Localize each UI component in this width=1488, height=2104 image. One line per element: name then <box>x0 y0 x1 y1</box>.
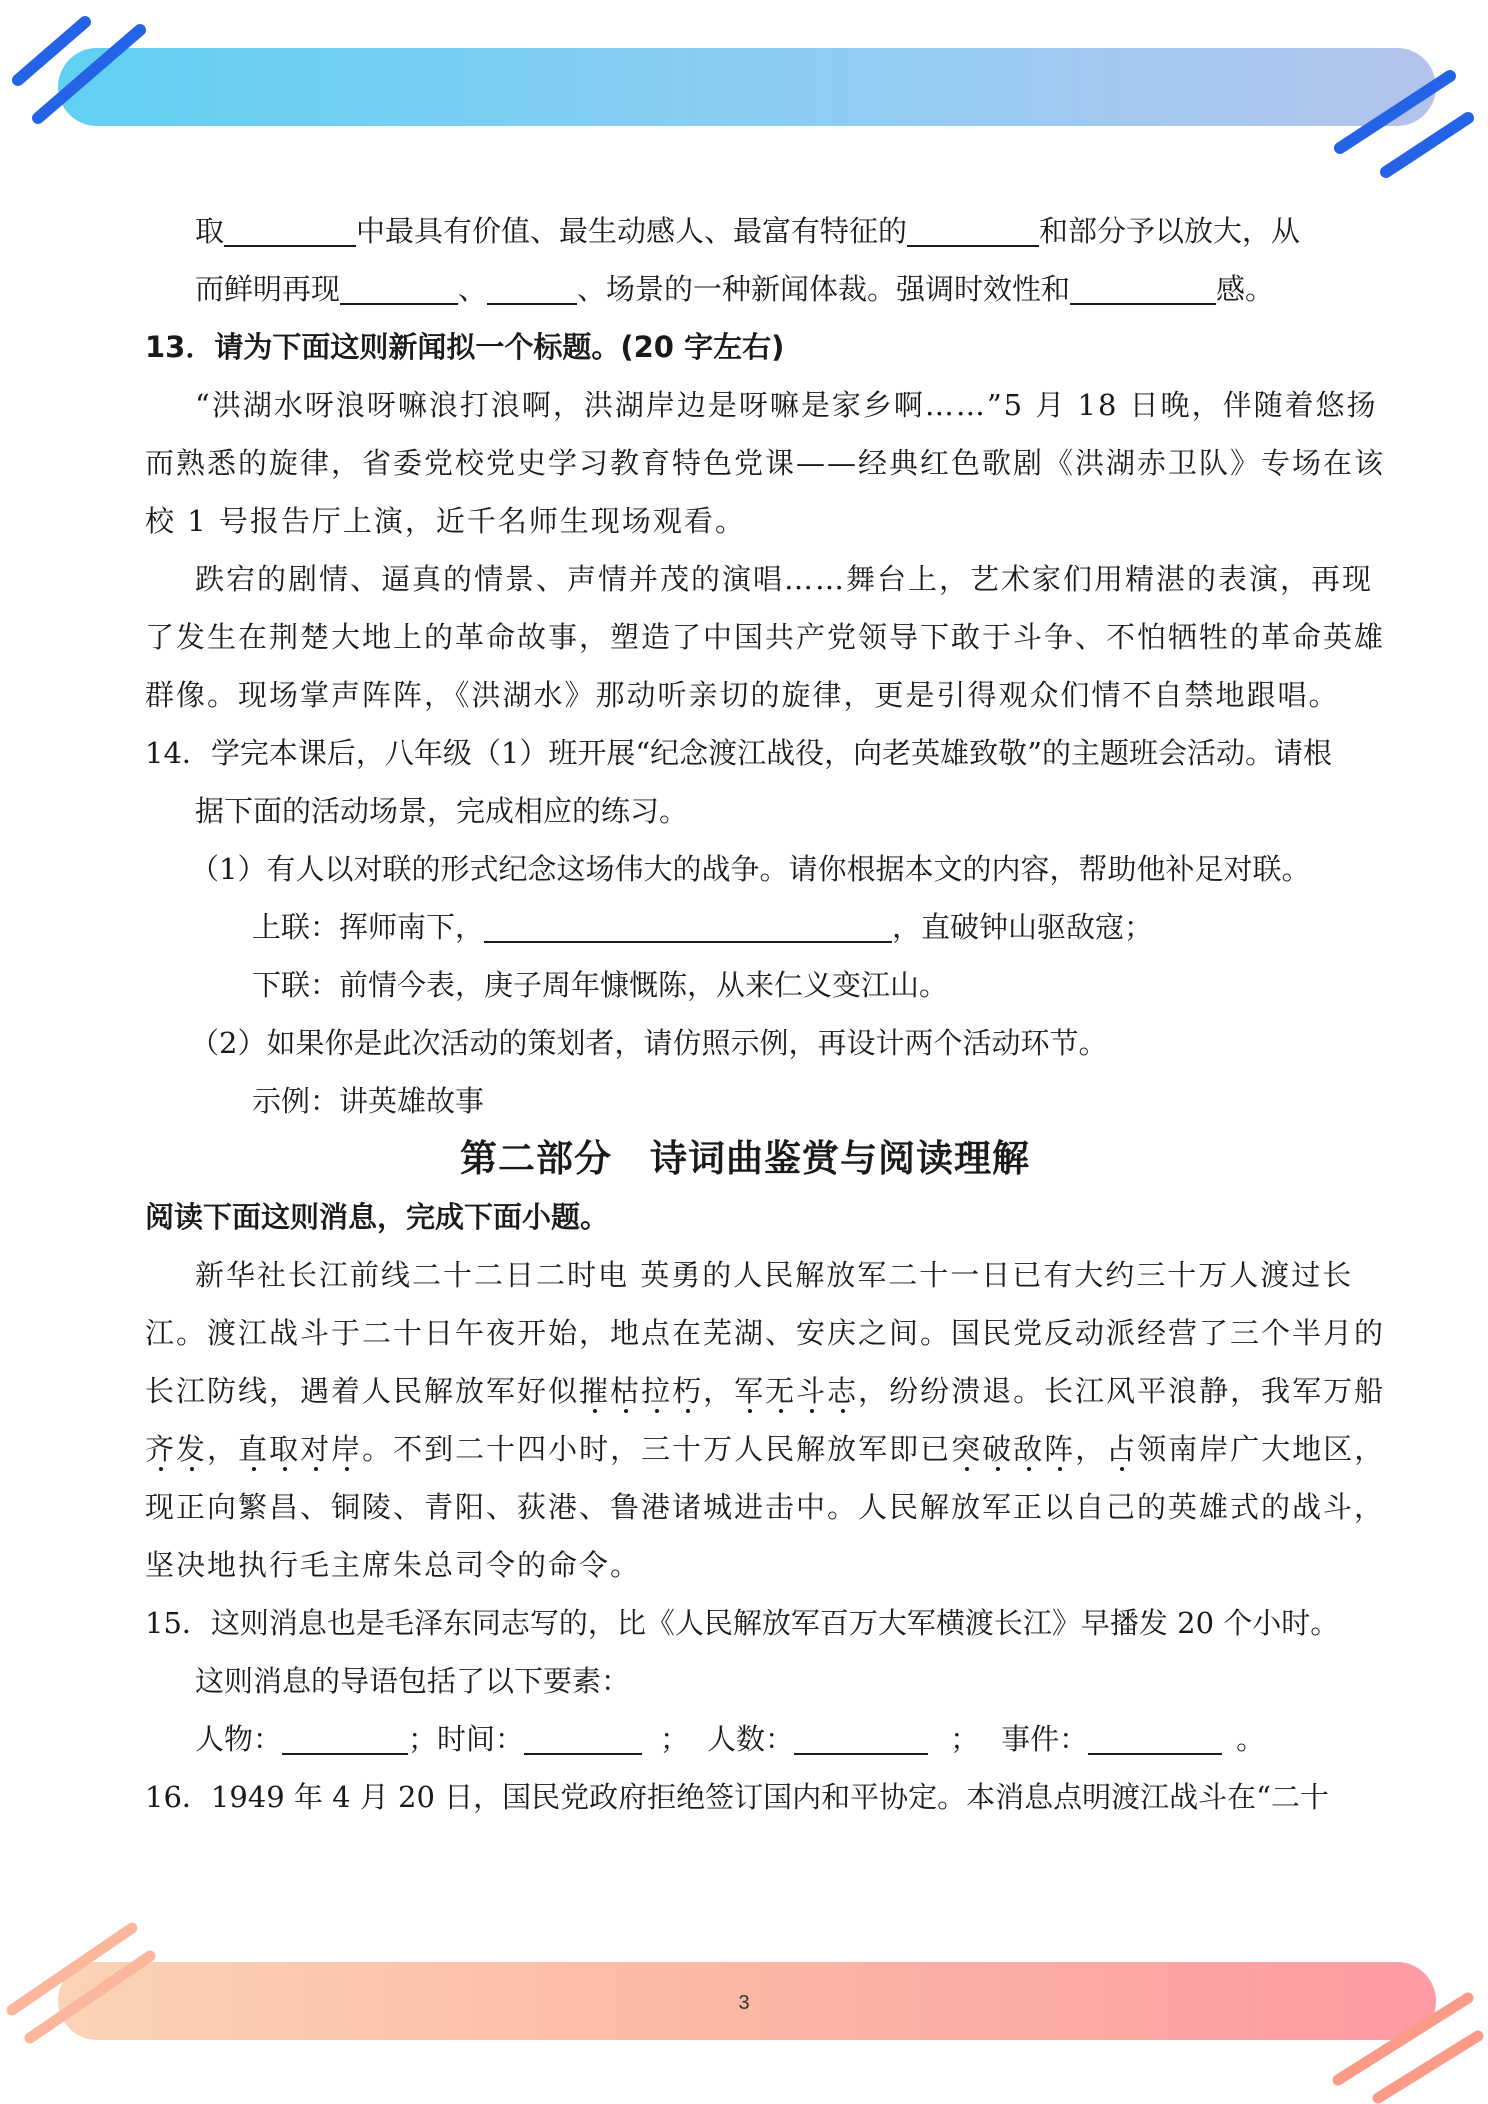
emphasis-char: 直 <box>238 1432 270 1466</box>
event-blank[interactable] <box>1088 1723 1222 1755</box>
text: ； <box>660 1722 690 1756</box>
emphasis-char: 军 <box>734 1374 766 1408</box>
news-line <box>145 1362 1386 1420</box>
news-line <box>145 1420 1386 1478</box>
q13-passage-line: “洪湖水呀浪呀嘛浪打浪啊，洪湖岸边是呀嘛是家乡啊……”5 月 18 日晚，伴随着悠扬 <box>195 388 1378 422</box>
emphasis-char: 破 <box>982 1432 1014 1466</box>
q14-sub2: （2）如果你是此次活动的策划者，请仿照示例，再设计两个活动环节。 <box>190 1026 1108 1060</box>
q13-stem: 13．请为下面这则新闻拟一个标题。(20 字左右) <box>145 330 785 364</box>
emphasis-char: 无 <box>765 1374 797 1408</box>
text: 和部分予以放大，从 <box>1039 214 1301 248</box>
text: ； <box>950 1722 980 1756</box>
q13-passage-line: 校 1 号报告厅上演，近千名师生现场观看。 <box>145 504 746 538</box>
text: 长江防线，遇着人民解放军好似 <box>145 1374 580 1408</box>
emphasized-phrase <box>1106 1432 1137 1466</box>
news-line: 江。渡江战斗于二十日午夜开始，地点在芜湖、安庆之间。国民党反动派经营了三个半月的 <box>145 1316 1386 1350</box>
emphasis-char: 斗 <box>796 1374 828 1408</box>
reading-instruction: 阅读下面这则消息，完成下面小题。 <box>145 1200 610 1234</box>
emphasis-char: 岸 <box>331 1432 363 1466</box>
text: 感。 <box>1216 272 1275 306</box>
news-line: 新华社长江前线二十二日二时电 英勇的人民解放军二十一日已有大约三十万人渡过长 <box>195 1258 1354 1292</box>
q12-line-2 <box>145 260 1345 318</box>
emphasis-char: 摧 <box>579 1374 611 1408</box>
q15-elements <box>145 1710 1345 1768</box>
text: 。不到二十四小时，三十万人民解放军即已 <box>362 1432 952 1466</box>
text: ， <box>1075 1432 1107 1466</box>
q13-passage-line: 跌宕的剧情、逼真的情景、声情并茂的演唱……舞台上，艺术家们用精湛的表演，再现 <box>195 562 1374 596</box>
page-body <box>145 202 1386 1826</box>
couplet-blank[interactable] <box>484 911 892 943</box>
q13-passage-line: 了发生在荆楚大地上的革命故事，塑造了中国共产党领导下敢于斗争、不怕牺牲的革命英雄 <box>145 620 1386 654</box>
news-line: 现正向繁昌、铜陵、青阳、荻港、鲁港诸城进击中。人民解放军正以自己的英雄式的战斗， <box>145 1490 1386 1524</box>
emphasis-char: 对 <box>300 1432 332 1466</box>
emphasis-char: 占 <box>1106 1432 1138 1466</box>
header-stripes-right <box>1318 60 1488 190</box>
q15-line-2: 这则消息的导语包括了以下要素： <box>195 1664 631 1698</box>
emphasis-char: 发 <box>176 1432 208 1466</box>
q14-sub1: （1）有人以对联的形式纪念这场伟大的战争。请你根据本文的内容，帮助他补足对联。 <box>190 852 1311 886</box>
q15-stem: 15．这则消息也是毛泽东同志写的，比《人民解放军百万大军横渡长江》早播发 20 个小时。 <box>145 1606 1340 1640</box>
emphasis-char: 齐 <box>145 1432 177 1466</box>
text: 上联：挥师南下， <box>252 910 485 944</box>
q14-stem: 14．学完本课后，八年级（1）班开展“纪念渡江战役，向老英雄致敬”的主题班会活动。请根 <box>145 736 1333 770</box>
text: 。 <box>1236 1722 1266 1756</box>
emphasis-char: 突 <box>951 1432 983 1466</box>
couplet-upper <box>145 898 1345 956</box>
text: 取 <box>195 214 225 248</box>
header-banner <box>58 48 1436 126</box>
emphasized-phrase <box>579 1374 703 1408</box>
answer-blank[interactable] <box>1070 273 1216 305</box>
emphasis-char: 阵 <box>1044 1432 1076 1466</box>
text: 、场景的一种新闻体裁。强调时效性和 <box>577 272 1071 306</box>
page-number: 3 <box>738 1992 750 2014</box>
text: 领南岸广大地区， <box>1137 1432 1386 1466</box>
emphasis-char: 枯 <box>610 1374 642 1408</box>
q13-passage-line: 群像。现场掌声阵阵，《洪湖水》那动听亲切的旋律，更是引得观众们情不自禁地跟唱。 <box>145 678 1340 712</box>
footer-stripes-left <box>0 1910 170 2050</box>
text: 、 <box>458 272 488 306</box>
answer-blank[interactable] <box>487 273 577 305</box>
emphasized-phrase <box>238 1432 362 1466</box>
text: ，纷纷溃退。长江风平浪静，我军万船 <box>858 1374 1386 1408</box>
header-stripes-left <box>0 0 170 140</box>
emphasis-char: 朽 <box>672 1374 704 1408</box>
text: 中最具有价值、最生动感人、最富有特征的 <box>356 214 908 248</box>
q16-stem: 16．1949 年 4 月 20 日，国民党政府拒绝签订国内和平协定。本消息点明渡江战斗在“二十 <box>145 1780 1329 1814</box>
text: 事件： <box>1001 1722 1089 1756</box>
q12-line-1 <box>145 202 1345 260</box>
news-line: 坚决地执行毛主席朱总司令的命令。 <box>145 1548 642 1582</box>
text: 人数： <box>707 1722 795 1756</box>
people-blank[interactable] <box>282 1723 408 1755</box>
emphasis-char: 志 <box>827 1374 859 1408</box>
answer-blank[interactable] <box>907 215 1039 247</box>
text: 人物： <box>195 1722 283 1756</box>
emphasized-phrase <box>734 1374 858 1408</box>
q13-passage-line: 而熟悉的旋律，省委党校党史学习教育特色党课——经典红色歌剧《洪湖赤卫队》专场在该 <box>145 446 1386 480</box>
answer-blank[interactable] <box>224 215 356 247</box>
count-blank[interactable] <box>794 1723 928 1755</box>
emphasis-char: 拉 <box>641 1374 673 1408</box>
text: ， <box>207 1432 239 1466</box>
text: ， <box>703 1374 735 1408</box>
text: 而鲜明再现 <box>195 272 341 306</box>
emphasized-phrase <box>951 1432 1075 1466</box>
answer-blank[interactable] <box>340 273 458 305</box>
emphasis-char: 取 <box>269 1432 301 1466</box>
emphasis-char: 敌 <box>1013 1432 1045 1466</box>
q14-example: 示例：讲英雄故事 <box>252 1084 485 1118</box>
text: ，直破钟山驱敌寇； <box>892 910 1154 944</box>
text: ；时间： <box>408 1722 525 1756</box>
time-blank[interactable] <box>524 1723 642 1755</box>
q14-stem-cont: 据下面的活动场景，完成相应的练习。 <box>195 794 689 828</box>
section-title: 第二部分 诗词曲鉴赏与阅读理解 <box>460 1137 1030 1180</box>
emphasized-phrase <box>145 1432 207 1466</box>
couplet-lower: 下联：前情今表，庚子周年慷慨陈，从来仁义变江山。 <box>252 968 949 1002</box>
